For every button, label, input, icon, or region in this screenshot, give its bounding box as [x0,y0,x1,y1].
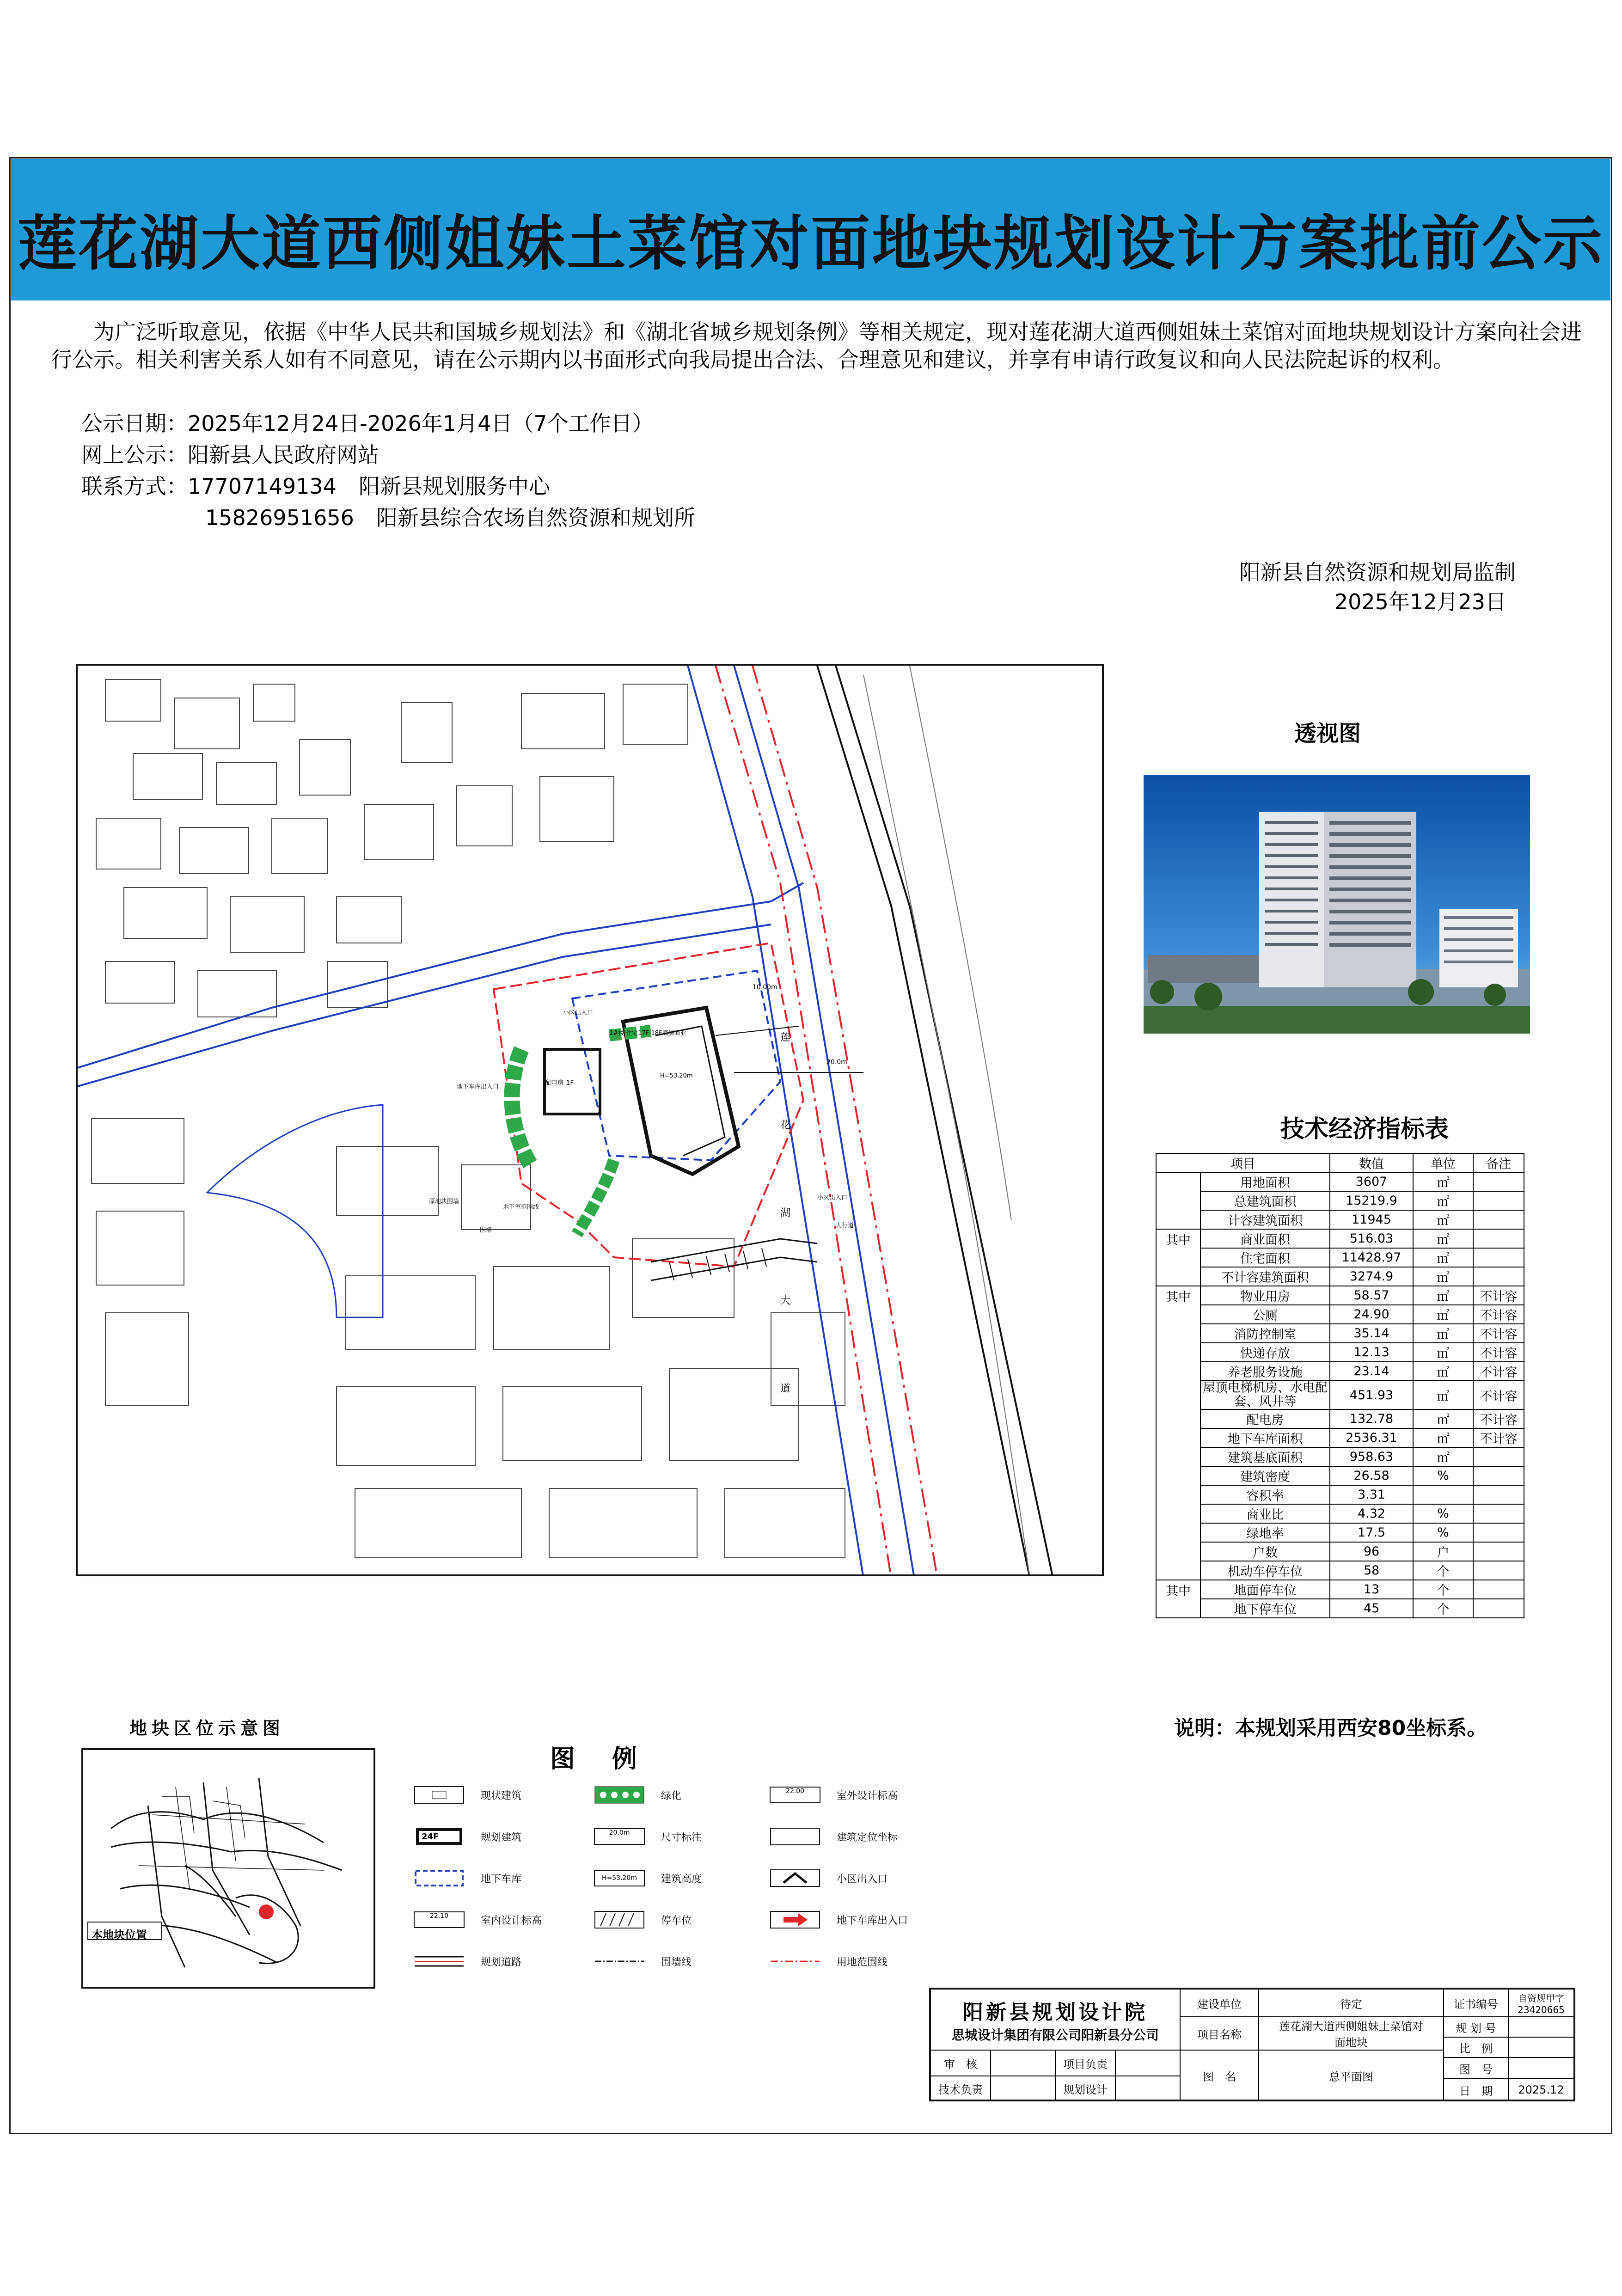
value-cell: 35.14 [1330,1324,1413,1343]
item-cell: 商业比 [1200,1504,1330,1523]
table-row [1156,1485,1524,1504]
signature-date: 2025年12月23日 [1334,589,1506,614]
value-cell: 58.57 [1330,1286,1413,1305]
note-cell [1473,1580,1524,1599]
legend-boundary [767,1951,888,1972]
note-cell [1473,1248,1524,1267]
date-value: 2025.12 [1518,2083,1564,2096]
client-label: 建设单位 [1181,1990,1259,2017]
intro-text [51,318,1585,373]
legend-label: 绿化 [661,1790,682,1802]
group-cell [1156,1599,1200,1618]
drawing-value: 总平面图 [1259,2051,1444,2100]
value-cell: 516.03 [1330,1229,1413,1248]
group-cell: 其中 [1156,1286,1200,1305]
table-row [1156,1542,1524,1561]
scale-value [1509,2038,1573,2058]
group-cell [1156,1504,1200,1523]
gate-south-label: 小区出入口 [817,1194,848,1201]
table-row [1156,1504,1524,1523]
item-cell: 地下车库面积 [1200,1428,1330,1447]
unit-cell: ㎡ [1413,1172,1473,1191]
item-cell: 计容建筑面积 [1200,1210,1330,1229]
table-row [1156,1381,1524,1409]
legend-sym-text: 24F [416,1828,462,1845]
table-row [1156,1428,1524,1447]
contact-row-2 [205,501,695,532]
lead-value [1116,2051,1181,2076]
value-cell: 15219.9 [1330,1191,1413,1210]
unit-cell: ㎡ [1413,1381,1473,1409]
value-cell: 3607 [1330,1172,1413,1191]
group-cell [1156,1485,1200,1504]
legend-green [592,1784,681,1806]
group-cell [1156,1447,1200,1466]
contact-phone: 17707149134 [188,474,337,499]
unit-cell [1413,1485,1473,1504]
review-value [991,2051,1056,2076]
legend-label: 尺寸标注 [661,1831,702,1843]
legend-road [411,1951,521,1972]
date-label: 日 期 [1444,2079,1509,2100]
legend-label: 地下车库 [481,1873,522,1885]
note-cell [1473,1172,1524,1191]
perspective-title: 透视图 [1294,721,1361,747]
legend-planned [411,1826,521,1847]
value-cell: 23.14 [1330,1362,1413,1381]
cert-label: 证书编号 [1444,1990,1509,2017]
unit-cell: ㎡ [1413,1324,1473,1343]
legend-height [592,1867,702,1889]
item-cell: 公厕 [1200,1305,1330,1324]
date-row [81,407,654,437]
legend-sym-text: 22.00 [770,1787,820,1803]
item-cell: 建筑密度 [1200,1466,1330,1485]
plan-no-label: 规 划 号 [1444,2017,1509,2038]
value-cell: 132.78 [1330,1409,1413,1428]
item-cell: 屋顶电梯机房、水电配套、风井等 [1200,1381,1330,1409]
tech-table-title: 技术经济指标表 [1280,1115,1449,1143]
sidewalk-label: 人行道 [836,1222,854,1229]
fig-no-value [1509,2058,1573,2079]
legend-parking [592,1909,692,1930]
date-label: 公示日期： [81,411,188,436]
note-cell: 不计容 [1473,1362,1524,1381]
table-row [1156,1305,1524,1324]
intro-paragraph: 为广泛听取意见，依据《中华人民共和国城乡规划法》和《湖北省城乡规划条例》等相关规定，现对莲花湖大道西侧姐妹土菜馆对面地块规划设计方案向社会进行公示。相关利害关系人如有不同意见，请在公示期内以书面形式向我局提出合法、合理意见和建议，并享有申请行政复议和向人民法院起诉的权利。 [51,319,1582,372]
legend-label: 规划道路 [481,1956,522,1968]
legend-label: 建筑定位坐标 [837,1831,898,1843]
basement-line-label: 地下室范围线 [503,1204,539,1211]
institute-name: 阳新县规划设计院 [963,2001,1148,2024]
legend-basement [411,1867,521,1889]
building-label: 1#楼 住宅17F 18F底层商业 [609,1030,686,1037]
note-cell: 不计容 [1473,1381,1524,1409]
contact-row-1 [81,470,550,500]
note-cell [1473,1267,1524,1286]
drawing-label: 图 名 [1181,2051,1259,2100]
table-row [1156,1229,1524,1248]
online-row [81,438,379,469]
design-value [1116,2076,1181,2100]
legend-label: 室内设计标高 [481,1915,542,1927]
height-label: H=53.20m [660,1072,693,1079]
title-block [929,1988,1575,2101]
road-name [780,994,794,1433]
unit-cell: ㎡ [1413,1447,1473,1466]
table-row [1156,1523,1524,1542]
group-cell [1156,1324,1200,1343]
item-cell: 住宅面积 [1200,1248,1330,1267]
legend-label: 建筑高度 [661,1873,702,1885]
plan-no-value [1509,2017,1573,2038]
value-cell: 17.5 [1330,1523,1413,1542]
value-cell: 13 [1330,1580,1413,1599]
note-cell [1473,1210,1524,1229]
tech-value [991,2076,1056,2100]
note-cell [1473,1542,1524,1561]
item-cell: 建筑基底面积 [1200,1447,1330,1466]
value-cell: 2536.31 [1330,1428,1413,1447]
road-char: 湖 [780,1207,791,1219]
item-cell: 容积率 [1200,1485,1330,1504]
road-char: 花 [780,1120,791,1131]
item-cell: 快递存放 [1200,1343,1330,1362]
legend-sym-text: H=53.20m [594,1870,645,1886]
legend-sym-text: 22.10 [414,1911,465,1928]
gate-north-label: 小区出入口 [563,1010,594,1016]
table-row [1156,1580,1524,1599]
group-cell [1156,1267,1200,1286]
page-title: 莲花湖大道西侧姐妹土菜馆对面地块规划设计方案批前公示 [17,209,1604,278]
substation-label: 配电房 1F [545,1079,574,1087]
project-value: 莲花湖大道西侧姐妹土菜馆对面地块 [1259,2017,1444,2051]
value-cell: 3.31 [1330,1485,1413,1504]
location-map-title: 地块区位示意图 [129,1718,285,1739]
unit-cell: % [1413,1504,1473,1523]
item-cell: 用地面积 [1200,1172,1330,1191]
group-cell: 其中 [1156,1229,1200,1248]
unit-cell: ㎡ [1413,1305,1473,1324]
online-label: 网上公示： [81,442,188,467]
contact-org: 阳新县综合农场自然资源和规划所 [376,505,695,530]
legend-title: 图例 [550,1744,674,1773]
unit-cell: ㎡ [1413,1229,1473,1248]
note-cell [1473,1523,1524,1542]
group-cell [1156,1191,1200,1210]
location-map [81,1748,375,1989]
project-label: 项目名称 [1181,2017,1259,2051]
legend-coordinate [767,1826,898,1847]
signature-org: 阳新县自然资源和规划局监制 [1239,560,1516,585]
note-cell: 不计容 [1473,1286,1524,1305]
contact-label: 联系方式： [81,474,188,499]
note-cell [1473,1447,1524,1466]
table-row [1156,1210,1524,1229]
unit-cell: ㎡ [1413,1428,1473,1447]
tech-label: 技术负责 [931,2076,991,2100]
design-label: 规划设计 [1056,2076,1116,2100]
site-plan-map [76,664,1104,1576]
value-cell: 451.93 [1330,1381,1413,1409]
dimension-label: 20.0m [826,1059,847,1066]
note-cell [1473,1561,1524,1580]
perspective-image [1144,775,1530,1034]
table-row [1156,1466,1524,1485]
note-cell: 不计容 [1473,1305,1524,1324]
header-cell: 单位 [1413,1153,1473,1172]
company-name: 思城设计集团有限公司阳新县分公司 [951,2027,1159,2043]
fence-label: 围墙 [480,1227,492,1234]
table-row [1156,1191,1524,1210]
group-cell [1156,1210,1200,1229]
legend-label: 地下车库出入口 [837,1915,908,1927]
note-cell: 不计容 [1473,1324,1524,1343]
date-value: 2025年12月24日-2026年1月4日（7个工作日） [188,411,654,436]
unit-cell: ㎡ [1413,1248,1473,1267]
legend-sym-text: 20.0m [594,1828,645,1845]
table-row [1156,1343,1524,1362]
note-cell [1473,1466,1524,1485]
unit-cell: % [1413,1523,1473,1542]
unit-cell: ㎡ [1413,1210,1473,1229]
unit-cell: ㎡ [1413,1267,1473,1286]
item-cell: 总建筑面积 [1200,1191,1330,1210]
group-cell: 其中 [1156,1580,1200,1599]
item-cell: 地下停车位 [1200,1599,1330,1618]
table-row [1156,1324,1524,1343]
note-cell [1473,1485,1524,1504]
review-label: 审 核 [931,2051,991,2076]
unit-cell: 户 [1413,1542,1473,1561]
unit-cell: ㎡ [1413,1409,1473,1428]
online-value: 阳新县人民政府网站 [188,442,379,467]
unit-cell: ㎡ [1413,1286,1473,1305]
table-row [1156,1447,1524,1466]
item-cell: 不计容建筑面积 [1200,1267,1330,1286]
note-cell: 不计容 [1473,1428,1524,1447]
unit-cell: ㎡ [1413,1191,1473,1210]
cert-value: 自资规甲字23420665 [1509,1990,1573,2017]
unit-cell: ㎡ [1413,1343,1473,1362]
unit-cell: % [1413,1466,1473,1485]
legend-gate [767,1867,888,1889]
road-char: 大 [780,1295,791,1307]
legend-label: 规划建筑 [481,1831,522,1843]
table-row [1156,1561,1524,1580]
group-cell [1156,1362,1200,1381]
note-cell [1473,1504,1524,1523]
header-cell: 数值 [1330,1153,1413,1172]
group-cell [1156,1561,1200,1580]
value-cell: 24.90 [1330,1305,1413,1324]
fig-no-label: 图 号 [1444,2058,1509,2079]
legend-label: 室外设计标高 [837,1790,898,1802]
item-cell: 绿地率 [1200,1523,1330,1542]
note-cell: 不计容 [1473,1343,1524,1362]
table-row [1156,1409,1524,1428]
note-cell: 不计容 [1473,1409,1524,1428]
header-cell: 备注 [1473,1153,1524,1172]
group-cell [1156,1343,1200,1362]
note-cell [1473,1229,1524,1248]
group-cell [1156,1305,1200,1324]
value-cell: 3274.9 [1330,1267,1413,1286]
title-banner [11,159,1610,300]
note-cell [1473,1599,1524,1618]
group-cell [1156,1248,1200,1267]
road-char: 莲 [780,1032,791,1043]
legend-dimension [592,1826,702,1847]
group-cell [1156,1466,1200,1485]
legend-label: 用地范围线 [837,1956,888,1968]
tech-table [1156,1153,1524,1618]
value-cell: 958.63 [1330,1447,1413,1466]
table-row [1156,1172,1524,1191]
item-cell: 商业面积 [1200,1229,1330,1248]
legend-label: 围墙线 [661,1956,692,1968]
group-cell [1156,1409,1200,1428]
dimension-label: 10.00m [753,984,777,991]
legend-label: 现状建筑 [481,1790,522,1802]
legend-parking-entry [767,1909,908,1930]
unit-cell: 个 [1413,1599,1473,1618]
item-cell: 养老服务设施 [1200,1362,1330,1381]
header-cell: 项目 [1156,1153,1330,1172]
legend-wall [592,1951,692,1972]
item-cell: 机动车停车位 [1200,1561,1330,1580]
group-cell [1156,1523,1200,1542]
road-char: 道 [780,1383,791,1395]
group-cell [1156,1542,1200,1561]
table-row [1156,1599,1524,1618]
legend-label: 停车位 [661,1915,692,1927]
legend-existing [411,1784,521,1806]
lead-label: 项目负责 [1056,2051,1116,2076]
item-cell: 物业用房 [1200,1286,1330,1305]
tech-table-header [1156,1153,1524,1172]
scale-label: 比 例 [1444,2038,1509,2058]
table-row [1156,1286,1524,1305]
unit-cell: 个 [1413,1561,1473,1580]
group-cell [1156,1428,1200,1447]
legend-indoor-elev [411,1909,542,1930]
site-plan-drawing [78,666,1104,1576]
institute-cell [931,1990,1181,2051]
value-cell: 58 [1330,1561,1413,1580]
value-cell: 26.58 [1330,1466,1413,1485]
item-cell: 地面停车位 [1200,1580,1330,1599]
legend-outdoor-elev [767,1784,898,1806]
note-cell [1473,1191,1524,1210]
group-cell [1156,1172,1200,1191]
parking-entry-label: 地下车库出入口 [457,1084,499,1090]
unit-cell: ㎡ [1413,1362,1473,1381]
value-cell: 12.13 [1330,1343,1413,1362]
item-cell: 消防控制室 [1200,1324,1330,1343]
value-cell: 11945 [1330,1210,1413,1229]
group-cell [1156,1381,1200,1409]
location-label: 本地块位置 [92,1929,147,1941]
value-cell: 96 [1330,1542,1413,1561]
value-cell: 11428.97 [1330,1248,1413,1267]
table-row [1156,1248,1524,1267]
contact-org: 阳新县规划服务中心 [359,474,550,499]
client-value: 待定 [1259,1990,1444,2017]
value-cell: 45 [1330,1599,1413,1618]
existing-wall-label: 原地块围墙 [429,1198,459,1205]
legend-label: 小区出入口 [837,1873,888,1885]
legend [411,1784,957,1997]
item-cell: 配电房 [1200,1409,1330,1428]
value-cell: 4.32 [1330,1504,1413,1523]
table-row [1156,1362,1524,1381]
unit-cell: 个 [1413,1580,1473,1599]
coordinate-note: 说明：本规划采用西安80坐标系。 [1174,1716,1487,1740]
item-cell: 户数 [1200,1542,1330,1561]
contact-phone: 15826951656 [205,505,354,530]
table-row [1156,1267,1524,1286]
